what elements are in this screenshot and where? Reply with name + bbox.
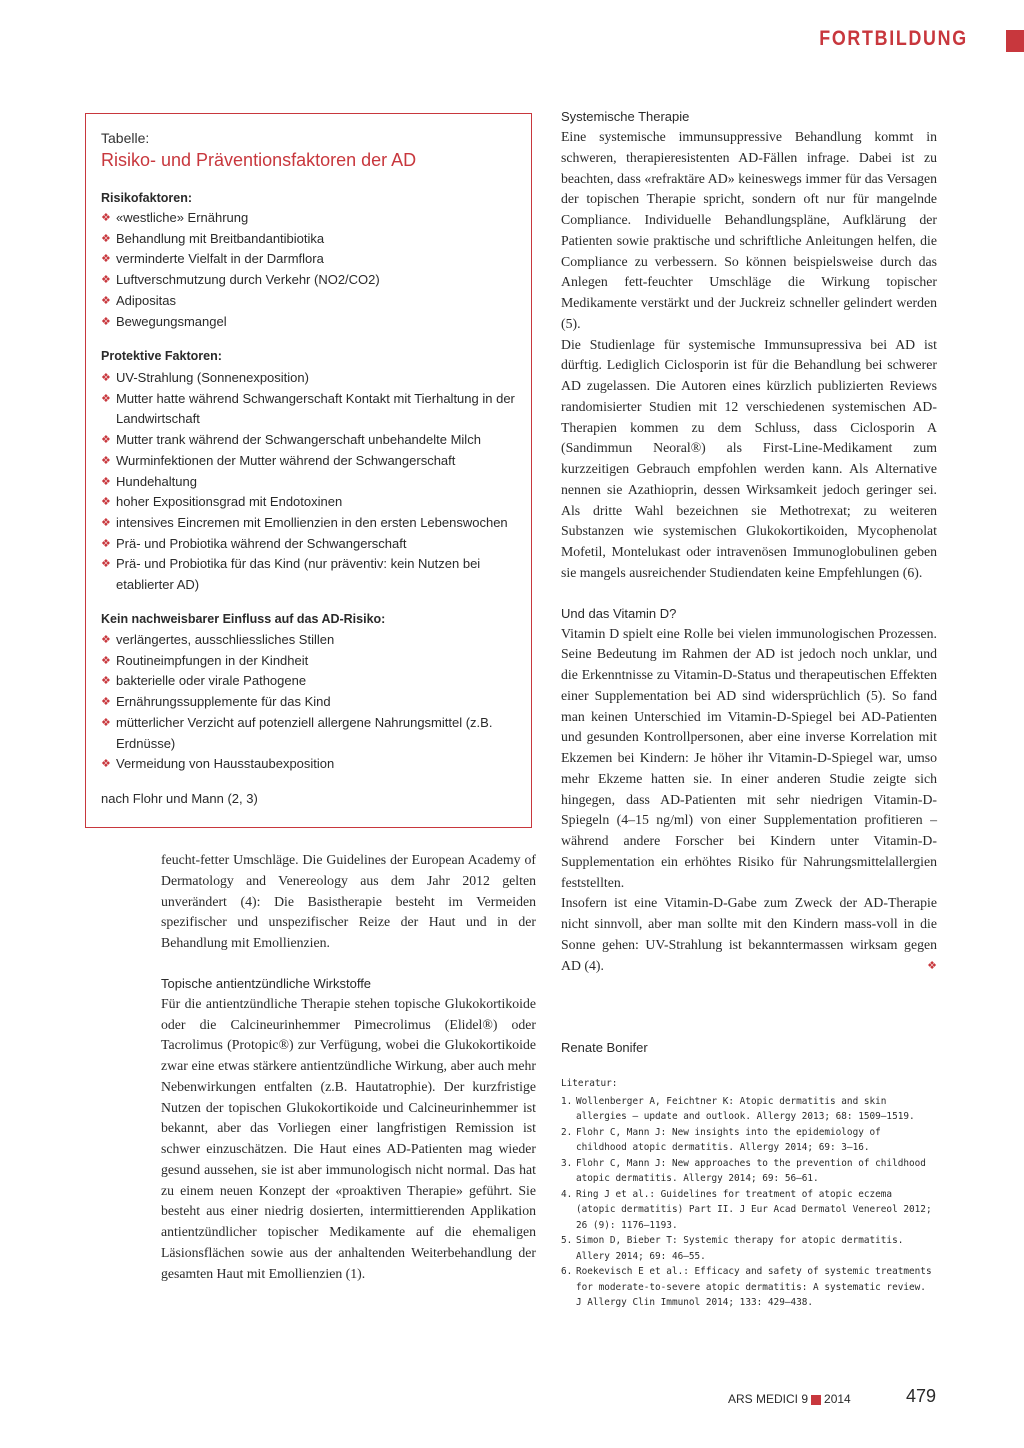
vitd-paragraph-1: Vitamin D spielt eine Rolle bei vielen immunologischen Prozessen. Seine Bedeutung im Rahmen der AD ist jedoch noch unklar, und die Erkenntnisse zu Vitamin-D-Status und therapeutischen Effekten einer Supplementation bei AD sind widersprüchlich (5). So fand man keinen Unterschied im Vitamin-D-Spiegel bei AD-Patienten und gesunden Kontrollpersonen, aber eine inverse Korrelation mit Ekzemen bei Kindern: Je höher ihr Vitamin-D-Spiegel war, umso mehr Ekzeme hatten sie. In einer anderen Studie zeigte sich hingegen, dass AD-Patienten mit sehr niedrigen Vitamin-D-Spiegeln (4–15 ng/ml) von einer Supplementation profitieren – während andere Forscher bei Kindern unter Vitamin-D-Supplementation ein erhöhtes Risiko für Nahrungsmittelallergien feststellten. — [561, 625, 937, 890]
vitd-heading: Und das Vitamin D? — [561, 605, 677, 621]
list-item — [101, 651, 526, 672]
diamond-bullet-icon: ❖ — [101, 716, 111, 729]
diamond-bullet-icon: ❖ — [101, 654, 111, 667]
table-source: nach Flohr und Mann (2, 3) — [101, 791, 258, 806]
list-item — [101, 389, 526, 430]
list-item-text: Wurminfektionen der Mutter während der Schwangerschaft — [116, 452, 456, 468]
diamond-bullet-icon: ❖ — [101, 558, 111, 571]
noeffect-heading: Kein nachweisbarer Einfluss auf das AD-Risiko: — [101, 612, 386, 626]
literature-text: Wollenberger A, Feichtner K: Atopic dermatitis and skin allergies – update and outlook. Allergy 2013; 68: 1509–1519. — [576, 1095, 915, 1122]
list-item — [101, 229, 526, 250]
noeffect-list — [101, 630, 526, 775]
table-title: Risiko- und Präventionsfaktoren der AD — [101, 150, 417, 170]
diamond-bullet-icon: ❖ — [101, 253, 111, 266]
left-column — [161, 850, 536, 1284]
diamond-bullet-icon: ❖ — [101, 675, 111, 688]
list-item-text: Luftverschmutzung durch Verkehr (NO2/CO2) — [116, 272, 380, 288]
list-item-text: Prä- und Probiotika während der Schwangerschaft — [116, 535, 407, 551]
vitd-paragraph-2 — [561, 893, 937, 976]
list-item-text: Mutter hatte während Schwangerschaft Kontakt mit Tierhaltung in der Landwirtschaft — [116, 390, 515, 427]
intro-paragraph: feucht-fetter Umschläge. Die Guidelines der European Academy of Dermatology and Venereology aus dem Jahr 2012 gelten unverändert (4): Die Basistherapie besteht im Vermeiden spezifischer und unspezifischer Reize der Haut und in der Behandlung mit Emollienzien. — [161, 852, 536, 950]
list-item — [101, 208, 526, 229]
protective-list — [101, 368, 526, 596]
literature-text: Flohr C, Mann J: New approaches to the prevention of childhood atopic dermatitis. Allergy 2014; 69: 56–61. — [576, 1157, 926, 1184]
systemic-paragraph-2: Die Studienlage für systemische Immunsupressiva bei AD ist dürftig. Lediglich Ciclosporin ist für die Behandlung bei schwerer AD zugelassen. Die Autoren eines kürzlich publizierten Reviews randomisierter Studien mit 12 verschiedenen systemischen AD-Therapien kommen zu dem Schluss, dass Ciclosporin A (Sandimmun Neoral®) als First-Line-Medikament zum kurzzeitigen Gebrauch empfohlen werden kann. Als Alternative nennen sie Azathioprin, dessen Wirksamkeit jedoch geringer sei. Als dritte Wahl bezeichnen sie Methotrexat; zu weiteren Substanzen wie systemischen Glukokortikoiden, Mycophenolat Mofetil, Montelukast oder intravenösen Immunoglobulinen geben sie mangels ausreichender Studiendaten keine Empfehlungen (6). — [561, 336, 937, 580]
literature-items — [561, 1094, 937, 1311]
risk-heading: Risikofaktoren: — [101, 191, 192, 205]
literature-heading: Literatur: — [561, 1078, 618, 1089]
footer-journal — [728, 1392, 851, 1406]
list-item-text: Hundehaltung — [116, 473, 197, 489]
literature-text: Ring J et al.: Guidelines for treatment of atopic eczema (atopic dermatitis) Part II. J Eur Acad Dermatol Venereol 2012; 26 (9): 1176–1193. — [576, 1188, 932, 1231]
list-item — [101, 630, 526, 651]
diamond-bullet-icon: ❖ — [101, 372, 111, 384]
topical-paragraph: Für die antientzündliche Therapie stehen topische Glukokortikoide oder die Calcineurinhemmer Pimecrolimus (Elidel®) oder Tacrolimus (Protopic®) zur Verfügung, wobei die Glukokortikoide zwar eine etwas stärkere antientzündliche Wirkung, aber auch mehr Nebenwirkungen entfalten (z.B. Hautatrophie). Der kurzfristige Nutzen der topischen Glukokortikoide und Calcineurinhemmer ist bekannt, aber das Vorliegen einer langfristigen Remission ist schwer einzuschätzen. Die Haut eines AD-Patienten mag wieder gesund aussehen, sie ist aber immunologisch nicht normal. Das hat zu einem neuen Konzept der «proaktiven Therapie» geführt. Sie besteht aus einer niedrig dosierten, intermittierenden Applikation antientzündlicher topischer Medikamente auf die ehemaligen Läsionsflächen sowie aus der anhaltenden Weiterbehandlung der gesamten Haut mit Emollienzien (1). — [161, 995, 536, 1281]
list-item — [101, 270, 526, 291]
list-item — [101, 472, 526, 493]
literature-number: 2. — [561, 1126, 573, 1138]
list-item-text: mütterlicher Verzicht auf potenziell allergene Nahrungsmittel (z.B. Erdnüsse) — [116, 714, 493, 751]
protective-heading: Protektive Faktoren: — [101, 349, 222, 363]
topical-heading: Topische antientzündliche Wirkstoffe — [161, 975, 372, 991]
list-item — [101, 430, 526, 451]
list-item-text: verlängertes, ausschliessliches Stillen — [116, 632, 335, 647]
page-number: 479 — [906, 1386, 937, 1406]
literature-item — [561, 1187, 937, 1234]
list-item-text: Behandlung mit Breitbandantibiotika — [116, 230, 325, 246]
literature-number: 1. — [561, 1095, 573, 1107]
literature-list — [561, 1076, 937, 1311]
literature-item — [561, 1125, 937, 1156]
diamond-bullet-icon: ❖ — [101, 392, 111, 405]
diamond-end-icon: ❖ — [927, 959, 937, 972]
list-item-text: «westliche» Ernährung — [116, 210, 249, 225]
diamond-bullet-icon: ❖ — [101, 475, 111, 488]
diamond-bullet-icon: ❖ — [101, 315, 111, 328]
literature-text: Flohr C, Mann J: New insights into the epidemiology of childhood atopic dermatitis. Allergy 2014; 69: 3–16. — [576, 1126, 881, 1153]
diamond-bullet-icon: ❖ — [101, 274, 111, 287]
right-column — [561, 107, 937, 976]
systemic-heading: Systemische Therapie — [561, 109, 690, 124]
diamond-bullet-icon: ❖ — [101, 454, 111, 467]
literature-number: 5. — [561, 1235, 573, 1246]
list-item — [101, 713, 526, 754]
list-item — [101, 451, 526, 472]
diamond-bullet-icon: ❖ — [101, 496, 111, 509]
author-name: Renate Bonifer — [561, 1040, 648, 1055]
diamond-bullet-icon: ❖ — [101, 434, 111, 447]
list-item — [101, 368, 526, 389]
diamond-bullet-icon: ❖ — [101, 696, 111, 709]
list-item — [101, 671, 526, 692]
vitd-paragraph-2-text: Insofern ist eine Vitamin-D-Gabe zum Zweck der AD-Therapie nicht sinnvoll, aber man sollte mit den Kindern mass-voll in die Sonne gehen: UV-Strahlung ist bekanntermassen wirksam gegen AD (4). — [561, 895, 937, 973]
diamond-bullet-icon: ❖ — [101, 232, 111, 245]
section-label: FORTBILDUNG — [819, 27, 968, 50]
literature-text: Roekevisch E et al.: Efficacy and safety of systemic treatments for moderate-to-severe atopic dermatitis: A systematic review. J Allergy Clin Immunol 2014; 133: 429–438. — [576, 1266, 932, 1308]
literature-item — [561, 1094, 937, 1125]
list-item — [101, 492, 526, 513]
literature-number: 4. — [561, 1188, 573, 1200]
literature-text: Simon D, Bieber T: Systemic therapy for atopic dermatitis. Allery 2014; 69: 46–55. — [576, 1235, 904, 1262]
list-item-text: intensives Eincremen mit Emollienzien in den ersten Lebenswochen — [116, 514, 508, 530]
list-item — [101, 513, 526, 534]
list-item — [101, 312, 526, 333]
list-item-text: Mutter trank während der Schwangerschaft unbehandelte Milch — [116, 432, 481, 448]
diamond-bullet-icon: ❖ — [101, 634, 111, 646]
footer-marker — [811, 1395, 821, 1405]
diamond-bullet-icon: ❖ — [101, 516, 111, 529]
list-item-text: Ernährungssupplemente für das Kind — [116, 694, 331, 710]
list-item-text: UV-Strahlung (Sonnenexposition) — [116, 370, 309, 385]
list-item — [101, 754, 526, 775]
list-item-text: Prä- und Probiotika für das Kind (nur präventiv: kein Nutzen bei etablierter AD) — [116, 556, 481, 593]
literature-item — [561, 1264, 937, 1311]
literature-item — [561, 1233, 937, 1264]
list-item-text: verminderte Vielfalt in der Darmflora — [116, 251, 324, 267]
list-item — [101, 692, 526, 713]
journal-year: 2014 — [824, 1392, 851, 1406]
list-item-text: Adipositas — [116, 292, 176, 308]
list-item — [101, 554, 526, 595]
table-intro: Tabelle: — [101, 130, 150, 146]
diamond-bullet-icon: ❖ — [101, 294, 111, 307]
diamond-bullet-icon: ❖ — [101, 537, 111, 550]
literature-item — [561, 1156, 937, 1187]
risk-list — [101, 208, 526, 332]
list-item — [101, 291, 526, 312]
list-item — [101, 249, 526, 270]
systemic-paragraph-1: Eine systemische immunsuppressive Behandlung kommt in schweren, therapieresistenten AD-Fällen infrage. Dabei ist zu beachten, dass «refraktäre AD» keineswegs immer für das Versagen der topischen Therapie spricht, sondern oft nur für mangelnde Compliance. Individuelle Behandlungspläne, Aufklärung der Patienten sowie praktische und schriftliche Anleitungen helfen, die Compliance zu verbessern. So können beispielsweise durch das Anlegen fett-feuchter Umschläge die Wirkung topischer Medikamente verstärkt und der Juckreiz schneller gelindert werden (5). — [561, 129, 937, 331]
journal-name: ARS MEDICI 9 — [728, 1392, 809, 1406]
literature-number: 6. — [561, 1266, 573, 1277]
section-marker — [1006, 30, 1024, 52]
diamond-bullet-icon: ❖ — [101, 758, 111, 771]
list-item-text: Bewegungsmangel — [116, 313, 227, 329]
list-item-text: Vermeidung von Hausstaubexposition — [116, 756, 335, 772]
list-item-text: Routineimpfungen in der Kindheit — [116, 652, 309, 668]
list-item-text: hoher Expositionsgrad mit Endotoxinen — [116, 494, 343, 510]
diamond-bullet-icon: ❖ — [101, 212, 111, 224]
literature-number: 3. — [561, 1157, 573, 1169]
list-item — [101, 534, 526, 555]
list-item-text: bakterielle oder virale Pathogene — [116, 673, 307, 689]
